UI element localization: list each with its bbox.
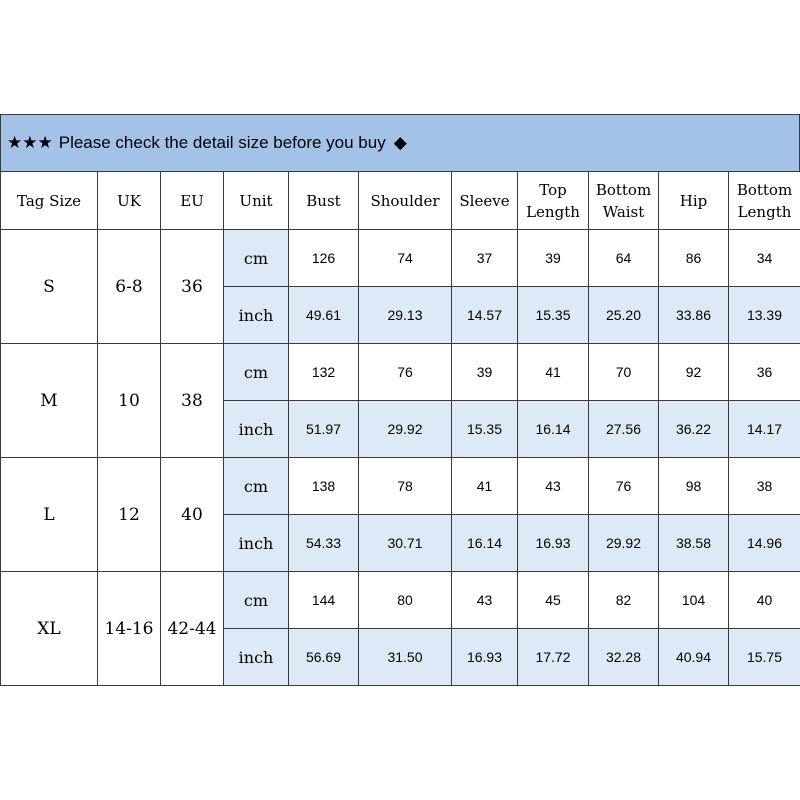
column-header — [589, 172, 659, 230]
measurement-cell: 49.61 — [289, 287, 359, 344]
unit-cell: cm — [224, 458, 289, 515]
table-row — [1, 230, 800, 287]
measurement-cell: 27.56 — [589, 401, 659, 458]
measurement-cell: 14.17 — [729, 401, 800, 458]
measurement-cell: 36.22 — [659, 401, 729, 458]
diamond-icon: ◆ — [393, 133, 407, 152]
measurement-cell: 25.20 — [589, 287, 659, 344]
uk-size-cell: 6-8 — [98, 230, 161, 344]
measurement-cell: 76 — [589, 458, 659, 515]
measurement-cell: 17.72 — [518, 629, 589, 686]
measurement-cell: 74 — [359, 230, 452, 287]
measurement-cell: 38 — [729, 458, 800, 515]
column-header-line: Length — [737, 202, 792, 221]
column-header-line: Sleeve — [459, 191, 510, 210]
measurement-cell: 51.97 — [289, 401, 359, 458]
column-header-line: EU — [180, 191, 204, 210]
column-header — [1, 172, 98, 230]
unit-cell: cm — [224, 230, 289, 287]
measurement-cell: 34 — [729, 230, 800, 287]
column-header-line: Bottom — [736, 180, 793, 199]
measurement-cell: 31.50 — [359, 629, 452, 686]
measurement-cell: 80 — [359, 572, 452, 629]
measurement-cell: 43 — [518, 458, 589, 515]
measurement-cell: 126 — [289, 230, 359, 287]
measurement-cell: 32.28 — [589, 629, 659, 686]
measurement-cell: 16.93 — [518, 515, 589, 572]
column-header — [729, 172, 800, 230]
column-header — [224, 172, 289, 230]
unit-cell: cm — [224, 572, 289, 629]
measurement-cell: 14.96 — [729, 515, 800, 572]
table-row — [1, 344, 800, 401]
measurement-cell: 98 — [659, 458, 729, 515]
column-header — [161, 172, 224, 230]
measurement-cell: 15.75 — [729, 629, 800, 686]
column-header-line: Shoulder — [370, 191, 440, 210]
measurement-cell: 144 — [289, 572, 359, 629]
measurement-cell: 41 — [452, 458, 518, 515]
column-header-line: Hip — [679, 191, 708, 210]
uk-size-cell: 12 — [98, 458, 161, 572]
measurement-cell: 82 — [589, 572, 659, 629]
unit-cell: inch — [224, 515, 289, 572]
measurement-cell: 132 — [289, 344, 359, 401]
tag-size-cell: S — [1, 230, 98, 344]
unit-cell: inch — [224, 401, 289, 458]
eu-size-cell: 42-44 — [161, 572, 224, 686]
measurement-cell: 64 — [589, 230, 659, 287]
column-header-line: Bust — [306, 191, 341, 210]
measurement-cell: 56.69 — [289, 629, 359, 686]
measurement-cell: 138 — [289, 458, 359, 515]
column-header — [659, 172, 729, 230]
column-header — [518, 172, 589, 230]
measurement-cell: 15.35 — [518, 287, 589, 344]
measurement-cell: 16.93 — [452, 629, 518, 686]
measurement-cell: 86 — [659, 230, 729, 287]
column-header — [452, 172, 518, 230]
column-header — [98, 172, 161, 230]
measurement-cell: 70 — [589, 344, 659, 401]
notice-banner — [0, 114, 800, 171]
measurement-cell: 45 — [518, 572, 589, 629]
header-row — [1, 172, 800, 230]
table-row — [1, 458, 800, 515]
measurement-cell: 30.71 — [359, 515, 452, 572]
column-header-line: Length — [526, 202, 580, 221]
stars-icon: ★★★ — [7, 133, 53, 152]
measurement-cell: 33.86 — [659, 287, 729, 344]
measurement-cell: 40.94 — [659, 629, 729, 686]
uk-size-cell: 10 — [98, 344, 161, 458]
table-row — [1, 572, 800, 629]
measurement-cell: 29.92 — [359, 401, 452, 458]
column-header-line: Tag Size — [16, 191, 81, 210]
eu-size-cell: 36 — [161, 230, 224, 344]
measurement-cell: 13.39 — [729, 287, 800, 344]
measurement-cell: 36 — [729, 344, 800, 401]
column-header-line: Top — [539, 180, 567, 199]
measurement-cell: 37 — [452, 230, 518, 287]
column-header-line: Unit — [239, 191, 273, 210]
measurement-cell: 104 — [659, 572, 729, 629]
measurement-cell: 40 — [729, 572, 800, 629]
column-header-line: Waist — [602, 202, 645, 221]
measurement-cell: 38.58 — [659, 515, 729, 572]
column-header — [289, 172, 359, 230]
measurement-cell: 39 — [452, 344, 518, 401]
measurement-cell: 16.14 — [452, 515, 518, 572]
measurement-cell: 16.14 — [518, 401, 589, 458]
uk-size-cell: 14-16 — [98, 572, 161, 686]
unit-cell: inch — [224, 629, 289, 686]
column-header-line: UK — [117, 191, 141, 210]
tag-size-cell: XL — [1, 572, 98, 686]
unit-cell: inch — [224, 287, 289, 344]
size-chart — [0, 114, 800, 686]
notice-text: Please check the detail size before you buy — [58, 133, 386, 152]
tag-size-cell: L — [1, 458, 98, 572]
measurement-cell: 54.33 — [289, 515, 359, 572]
eu-size-cell: 38 — [161, 344, 224, 458]
measurement-cell: 39 — [518, 230, 589, 287]
column-header — [359, 172, 452, 230]
measurement-cell: 92 — [659, 344, 729, 401]
measurement-cell: 14.57 — [452, 287, 518, 344]
measurement-cell: 78 — [359, 458, 452, 515]
eu-size-cell: 40 — [161, 458, 224, 572]
unit-cell: cm — [224, 344, 289, 401]
column-header-line: Bottom — [595, 180, 652, 199]
measurement-cell: 29.13 — [359, 287, 452, 344]
measurement-cell: 76 — [359, 344, 452, 401]
measurement-cell: 41 — [518, 344, 589, 401]
size-table — [0, 171, 800, 686]
tag-size-cell: M — [1, 344, 98, 458]
measurement-cell: 43 — [452, 572, 518, 629]
measurement-cell: 29.92 — [589, 515, 659, 572]
measurement-cell: 15.35 — [452, 401, 518, 458]
